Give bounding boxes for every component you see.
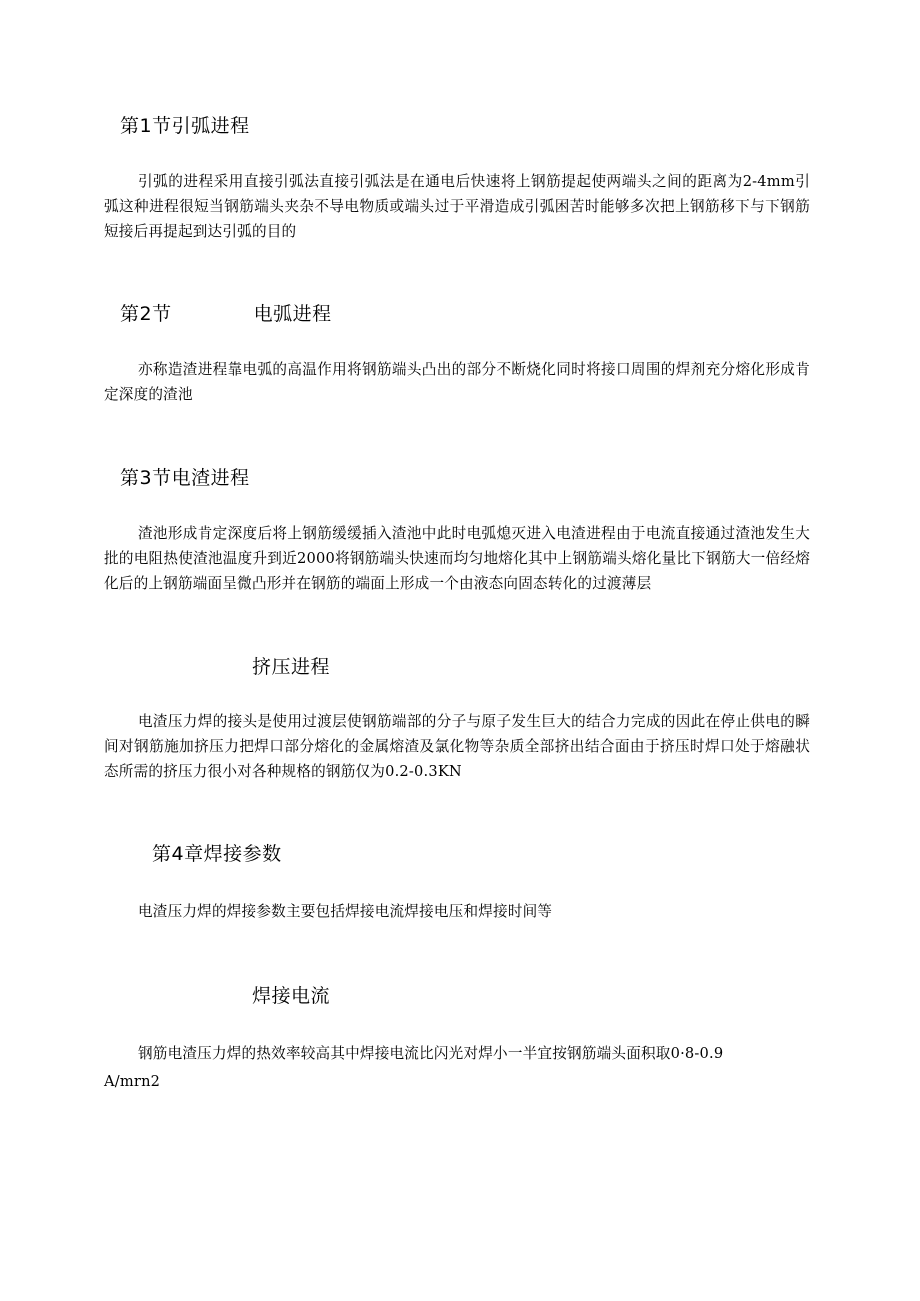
section-body-6-line-2: A/mrn2 <box>104 1073 161 1090</box>
section-body-1: 引弧的进程采用直接引弧法直接引弧法是在通电后快速将上钢筋提起使两端头之间的距离为2-4mm引弧这种进程很短当钢筋端头夹杂不导电物质或端头过于平滑造成引弧困苦时能够多次把上钢筋移下与下钢筋短接后再提起到达引弧的目的 <box>104 173 810 240</box>
section-heading-2 <box>120 302 332 326</box>
section-heading-1: 第1节引弧进程 <box>120 115 250 137</box>
section-body-5: 电渣压力焊的焊接参数主要包括焊接电流焊接电压和焊接时间等 <box>138 903 553 920</box>
section-heading-2-title: 电弧进程 <box>253 303 332 325</box>
section-body-2: 亦称造渣进程靠电弧的高温作用将钢筋端头凸出的部分不断烧化同时将接口周围的焊剂充分熔化形成肯定深度的渣池 <box>104 361 810 403</box>
section-heading-6: 焊接电流 <box>252 985 331 1007</box>
section-body-3: 渣池形成肯定深度后将上钢筋缓缓插入渣池中此时电弧熄灭进入电渣进程由于电流直接通过渣池发生大批的电阻热使渣池温度升到近2000将钢筋端头快速而均匀地熔化其中上钢筋端头熔化量比下钢筋大一倍经熔化后的上钢筋端面呈微凸形并在钢筋的端面上形成一个由液态向固态转化的过渡薄层 <box>104 525 810 592</box>
section-heading-5: 第4章焊接参数 <box>152 843 282 865</box>
section-heading-4: 挤压进程 <box>252 656 331 678</box>
section-body-6-line-1: 钢筋电渣压力焊的热效率较高其中焊接电流比闪光对焊小一半宜按钢筋端头面积取0·8-0.9 <box>138 1045 724 1062</box>
section-body-4: 电渣压力焊的接头是使用过渡层使钢筋端部的分子与原子发生巨大的结合力完成的因此在停止供电的瞬间对钢筋施加挤压力把焊口部分熔化的金属熔渣及氯化物等杂质全部挤出结合面由于挤压时焊口处于熔融状态所需的挤压力很小对各种规格的钢筋仅为0.2-0.3KN <box>104 713 810 780</box>
section-heading-3: 第3节电渣进程 <box>120 467 250 489</box>
section-heading-2-prefix: 第2节 <box>120 303 172 325</box>
